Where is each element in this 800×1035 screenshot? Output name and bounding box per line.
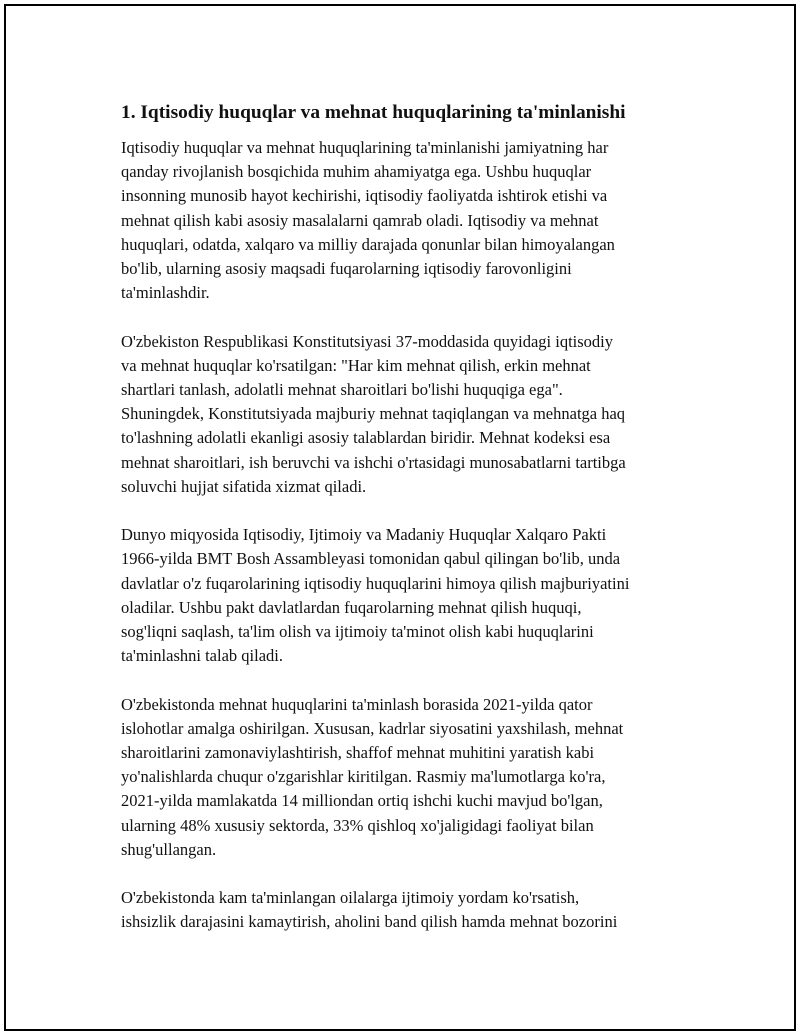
text-line: mehnat qilish kabi asosiy masalalarni qamrab oladi. Iqtisodiy va mehnat [121,210,599,230]
text-line: shug'ullangan. [121,839,217,859]
text-line: soluvchi hujjat sifatida xizmat qiladi. [121,476,367,496]
text-line: ishsizlik darajasini kamaytirish, aholini band qilish hamda mehnat bozorini [121,912,618,932]
text-line: Dunyo miqyosida Iqtisodiy, Ijtimoiy va Madaniy Huquqlar Xalqaro Pakti [121,525,607,545]
text-line: islohotlar amalga oshirilgan. Xususan, kadrlar siyosatini yaxshilash, mehnat [121,718,624,738]
text-line: 2021-yilda mamlakatda 14 milliondan ortiq ishchi kuchi mavjud bo'lgan, [121,791,603,811]
text-line: va mehnat huquqlar ko'rsatilgan: "Har kim mehnat qilish, erkin mehnat [121,355,591,375]
text-line: qanday rivojlanish bosqichida muhim ahamiyatga ega. Ushbu huquqlar [121,162,592,182]
text-line: huquqlari, odatda, xalqaro va milliy darajada qonunlar bilan himoyalangan [121,234,615,254]
text-line: oladilar. Ushbu pakt davlatlardan fuqarolarning mehnat qilish huquqi, [121,597,582,617]
text-line: O'zbekistonda kam ta'minlangan oilalarga ijtimoiy yordam ko'rsatish, [121,888,580,908]
paragraph-3 [121,523,696,668]
text-line: shartlari tanlash, adolatli mehnat sharoitlari bo'lishi huquqiga ega". [121,380,563,400]
text-line: sog'liqni saqlash, ta'lim olish va ijtimoiy ta'minot olish kabi huquqlarini [121,622,594,642]
paragraph-2 [121,330,696,499]
text-line: O'zbekiston Respublikasi Konstitutsiyasi 37-moddasida quyidagi iqtisodiy [121,331,613,351]
text-line: davlatlar o'z fuqarolarining iqtisodiy huquqlarini himoya qilish majburiyatini [121,573,630,593]
text-line: sharoitlarini zamonaviylashtirish, shaffof mehnat muhitini yaratish kabi [121,743,595,763]
paragraph-1 [121,136,696,305]
text-line: ularning 48% xususiy sektorda, 33% qishloq xo'jaligidagi faoliyat bilan [121,815,594,835]
text-line: mehnat sharoitlari, ish beruvchi va ishchi o'rtasidagi munosabatlarni tartibga [121,452,626,472]
text-line: O'zbekistonda mehnat huquqlarini ta'minlash borasida 2021-yilda qator [121,694,593,714]
text-line: ta'minlashdir. [121,283,210,303]
text-line: bo'lib, ularning asosiy maqsadi fuqarolarning iqtisodiy farovonligini [121,259,572,279]
paragraph-5 [121,886,696,934]
paragraph-4 [121,693,696,862]
document-body [121,100,696,959]
text-line: Iqtisodiy huquqlar va mehnat huquqlarining ta'minlanishi jamiyatning har [121,138,609,157]
text-line: to'lashning adolatli ekanligi asosiy talablardan biridir. Mehnat kodeksi esa [121,428,611,448]
page-frame [4,4,796,1031]
section-heading: 1. Iqtisodiy huquqlar va mehnat huquqlarining ta'minlanishi [121,102,626,123]
text-line: ta'minlashni talab qiladi. [121,646,283,666]
text-line: yo'nalishlarda chuqur o'zgarishlar kiritilgan. Rasmiy ma'lumotlarga ko'ra, [121,767,606,787]
text-line: 1966-yilda BMT Bosh Assambleyasi tomonidan qabul qilingan bo'lib, unda [121,549,621,569]
text-line: Shuningdek, Konstitutsiyada majburiy mehnat taqiqlangan va mehnatga haq [121,404,626,424]
text-line: insonning munosib hayot kechirishi, iqtisodiy faoliyatda ishtirok etishi va [121,186,608,206]
